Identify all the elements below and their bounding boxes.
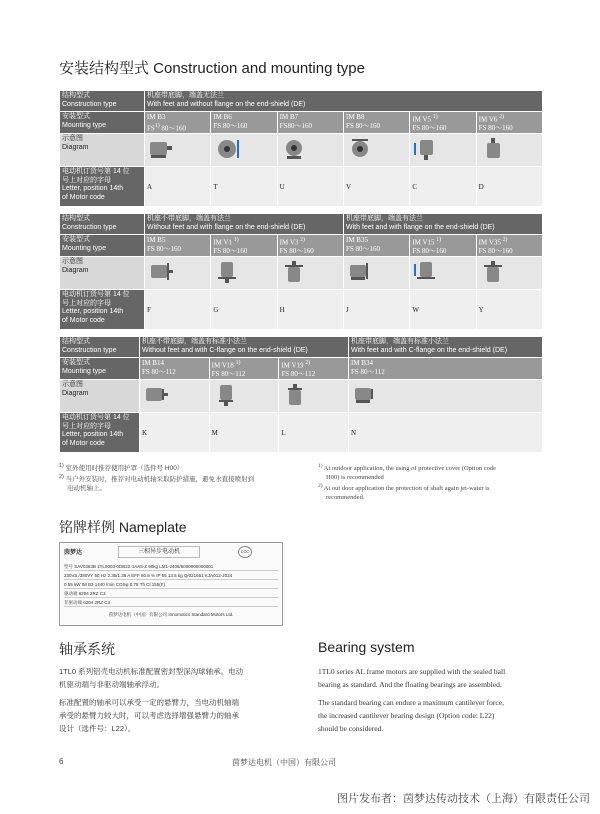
footer-company: 茵梦达电机（中国）有限公司 [232, 758, 336, 767]
publisher-credit: 图片发布者：茵梦达传动技术（上海）有限责任公司 [337, 793, 590, 805]
nameplate-title: 铭牌样例 Nameplate [59, 519, 187, 535]
letter-cell: N [349, 413, 543, 453]
mounting-label: 安装型式 Mounting type [60, 358, 140, 380]
motor-diagram [145, 257, 211, 290]
page-title: 安装结构型式 Construction and mounting type [59, 60, 365, 77]
letter-cell: M [209, 413, 279, 453]
mounting-label: 安装型式 Mounting type [60, 235, 145, 257]
maker-text: 三相异步电动机 [118, 546, 200, 558]
nameplate-row: 230V∆ /380VY 50 Hz 2.35/1.36 A EFF 80.8 % IP 55 13.5 kg Q/021651 KJA012-2024 [64, 572, 278, 580]
letter-cell: W [410, 290, 476, 330]
brand-logo: 茵梦达 [64, 550, 83, 556]
letter-cell: K [140, 413, 210, 453]
construction-value: 机座不带底脚，端盖有标准小法兰 Without feet and with C-flange on the end-shield (DE) [140, 337, 349, 358]
letter-cell: J [343, 290, 409, 330]
motor-diagram [410, 257, 476, 290]
construction-value: 机座带底脚，端盖有标准小法兰 With feet and with C-flange on the end-shield (DE) [349, 337, 543, 358]
letter-cell: A [145, 167, 211, 207]
letter-cell: V [343, 167, 409, 207]
mounting-table-1 [59, 90, 543, 207]
mount-cell: IM V15 $^{1)}$ FS 80～160 [410, 235, 476, 257]
mount-cell: IM B14 FS 80～112 [140, 358, 210, 380]
motor-diagram [211, 134, 277, 167]
letter-label: 电动机订货号第 14 位 号上对应的字母 Letter, position 14th of Motor code [60, 413, 140, 453]
construction-value: 机座带底脚，端盖有法兰 With feet and with flange on the end-shield (DE) [343, 214, 542, 235]
letter-cell: U [277, 167, 343, 207]
letter-cell: F [145, 290, 211, 330]
nameplate-row: 非驱动端 6204 2RZ C3 [64, 599, 278, 607]
bearing-title-en: Bearing system [318, 639, 415, 655]
diagram-label: 示意图 Diagram [60, 257, 145, 290]
mount-cell: IM V1 $^{1)}$ FS 80～160 [211, 235, 277, 257]
motor-diagram [140, 380, 210, 413]
construction-label: 结构型式 Construction type [60, 91, 145, 112]
letter-cell: C [410, 167, 476, 207]
motor-diagram [476, 257, 542, 290]
mount-cell: IM B35 FS 80～160 [343, 235, 409, 257]
motor-diagram [343, 134, 409, 167]
motor-diagram [145, 134, 211, 167]
nameplate-row: 型号 SAV0363B 1TL0003-0DB22-1AA5-Z 90kg LM1-2406/6000000000001 [64, 563, 278, 571]
mount-cell: IM B3 FS$^{1)}$ 80～160 [145, 112, 211, 134]
diagram-label: 示意图 Diagram [60, 380, 140, 413]
construction-label: 结构型式 Construction type [60, 337, 140, 358]
mount-cell: IM V19 $^{2)}$ FS 80～112 [279, 358, 349, 380]
nameplate-image [59, 542, 283, 626]
letter-cell: D [476, 167, 542, 207]
construction-label: 结构型式 Construction type [60, 214, 145, 235]
motor-diagram [277, 257, 343, 290]
letter-cell: L [279, 413, 349, 453]
letter-label: 电动机订货号第 14 位 号上对应的字母 Letter, position 14th of Motor code [60, 167, 145, 207]
mount-cell: IM B8 FS 80～160 [343, 112, 409, 134]
motor-diagram [209, 380, 279, 413]
mount-cell: IM V6 $^{2)}$ FS 80～160 [476, 112, 542, 134]
mounting-table-3 [59, 336, 543, 453]
mounting-table-2 [59, 213, 543, 330]
letter-cell: G [211, 290, 277, 330]
nameplate-row: 茵梦达电机（中国）有限公司 Innomotics Standard Motors Ltd. [108, 612, 234, 617]
nameplate-row: 驱动端 6204 2RZ C3 [64, 590, 278, 598]
page-number: 6 [59, 757, 64, 766]
motor-diagram [277, 134, 343, 167]
mount-cell: IM B34 FS 80～112 [349, 358, 543, 380]
bearing-title-cn: 轴承系统 [59, 641, 115, 657]
mount-cell: IM V3 $^{2)}$ FS 80～160 [277, 235, 343, 257]
footnotes-en: $^{1)}$ At outdoor application, the using of protective cover (Option code H00) is recommended $^{2)}$ At out door application the protection of shaft again jet-water is recommended. [318, 463, 496, 502]
diagram-label: 示意图 Diagram [60, 134, 145, 167]
ccc-mark-icon: CCC [238, 546, 252, 558]
mount-cell: IM B5 FS 80～160 [145, 235, 211, 257]
mount-cell: IM B6 FS 80～160 [211, 112, 277, 134]
construction-value: 机座不带底脚，端盖有法兰 Without feet and with flange on the end-shield (DE) [145, 214, 344, 235]
motor-diagram [410, 134, 476, 167]
construction-value: 机座带底脚，端盖无法兰 With feet and without flange on the end-shield (DE) [145, 91, 543, 112]
mount-cell: IM B7 FS80～160 [277, 112, 343, 134]
mount-cell: IM V18 $^{1)}$ FS 80～112 [209, 358, 279, 380]
letter-cell: Y [476, 290, 542, 330]
motor-diagram [349, 380, 543, 413]
nameplate-row: 0.55 kW IM B3 1440 /min COSφ 0.78 Th.Cl.155(F) [64, 581, 278, 589]
bearing-text-en: 1TL0 series AL frame motors are supplied with the sealed ball bearing as standard. And the floating bearings are assembled. The standard bearing can endure a maximum cantilever force, the increased cantilever bearing design (Option code: L22) should be considered. [318, 667, 506, 733]
motor-diagram [476, 134, 542, 167]
motor-diagram [211, 257, 277, 290]
mount-cell: IM V5 $^{1)}$ FS 80～160 [410, 112, 476, 134]
mounting-label: 安装型式 Mounting type [60, 112, 145, 134]
motor-diagram [279, 380, 349, 413]
letter-cell: H [277, 290, 343, 330]
mount-cell: IM V35 $^{2)}$ FS 80～160 [476, 235, 542, 257]
motor-diagram [343, 257, 409, 290]
footnotes-cn: $^{1)}$ 室外使用时推荐使用护罩（选件号 H00） $^{2)}$ 当户外安装时，推荐对电动机轴采取防护措施，避免水直接喷射到 电动机轴上。 [59, 463, 255, 493]
letter-label: 电动机订货号第 14 位 号上对应的字母 Letter, position 14th of Motor code [60, 290, 145, 330]
letter-cell: T [211, 167, 277, 207]
bearing-text-cn: 1TL0 系列铝壳电动机标准配置密封型深沟球轴承。电动 机驱动端与非驱动端轴承浮动。 标准配置的轴承可以承受一定的悬臂力，当电动机轴端 承受的悬臂力较大时，可以考虑选择增强悬臂力的轴承 设计（选件号：L22）。 [59, 667, 244, 733]
